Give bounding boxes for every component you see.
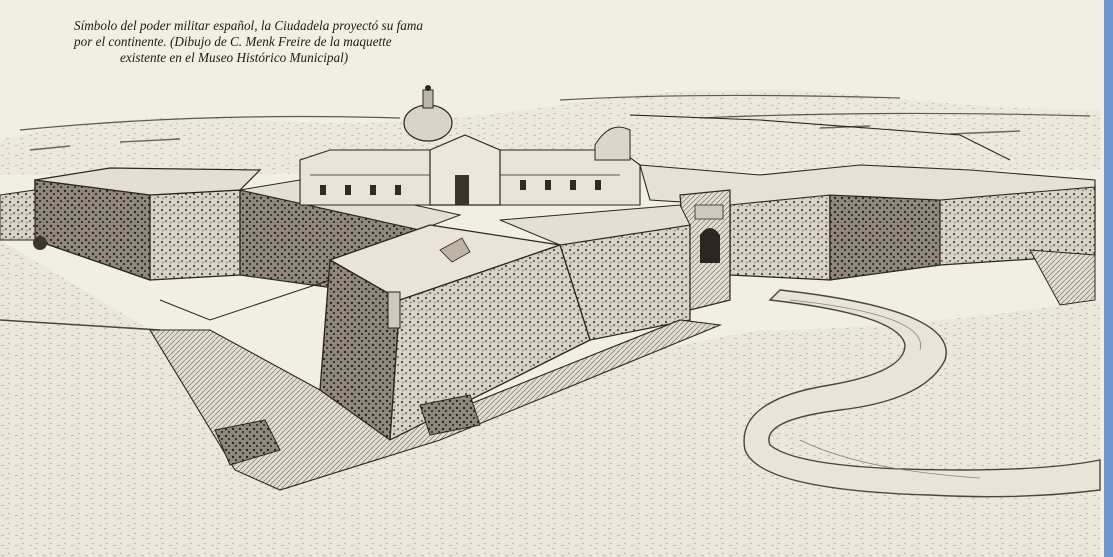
page-edge-strip (1104, 0, 1113, 557)
caption-line: existente en el Museo Histórico Municipal) (120, 50, 349, 65)
figure-caption (74, 18, 544, 66)
caption-line: por el continente. (Dibujo de C. Menk Freire de la maquette (74, 34, 392, 49)
caption-line: Símbolo del poder militar español, la Ciudadela proyectó su fama (74, 18, 423, 33)
